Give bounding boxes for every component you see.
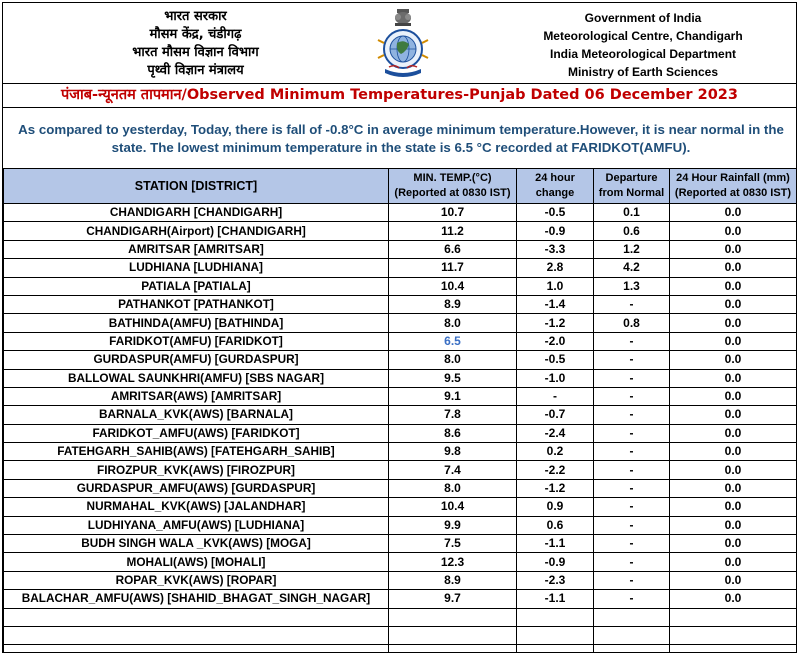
departure-cell: - (594, 461, 670, 479)
table-row (4, 351, 797, 369)
hindi-line-2: मौसम केंद्र, चंडीगढ़ (149, 27, 242, 42)
min-temp-cell: 6.5 (389, 332, 517, 350)
imd-emblem-icon (373, 7, 433, 79)
change-cell: -2.2 (517, 461, 594, 479)
station-cell: NURMAHAL_KVK(AWS) [JALANDHAR] (4, 498, 389, 516)
change-cell: -3.3 (517, 240, 594, 258)
station-cell: AMRITSAR(AWS) [AMRITSAR] (4, 387, 389, 405)
header-min-temp-line-1: MIN. TEMP.(°C) (413, 172, 492, 184)
rainfall-cell: 0.0 (670, 590, 797, 608)
station-cell: LUDHIYANA_AMFU(AWS) [LUDHIANA] (4, 516, 389, 534)
table-row (4, 314, 797, 332)
station-cell: LUDHIANA [LUDHIANA] (4, 259, 389, 277)
change-cell: -2.3 (517, 571, 594, 589)
table-row (4, 295, 797, 313)
departure-cell: - (594, 387, 670, 405)
rainfall-cell: 0.0 (670, 571, 797, 589)
departure-cell: - (594, 332, 670, 350)
header-station: STATION [DISTRICT] (4, 169, 389, 204)
blank-cell (4, 626, 389, 644)
table-row (4, 259, 797, 277)
departure-cell: - (594, 443, 670, 461)
blank-cell (517, 645, 594, 653)
station-cell: FARIDKOT(AMFU) [FARIDKOT] (4, 332, 389, 350)
departure-cell: - (594, 479, 670, 497)
departure-cell: - (594, 369, 670, 387)
english-line-3: India Meteorological Department (549, 47, 737, 61)
min-temp-cell: 10.4 (389, 498, 517, 516)
header-rainfall-line-2: (Reported at 0830 IST) (674, 187, 792, 199)
rainfall-cell: 0.0 (670, 535, 797, 553)
departure-cell: 4.2 (594, 259, 670, 277)
blank-cell (517, 626, 594, 644)
table-row (4, 461, 797, 479)
hindi-header (63, 8, 328, 80)
table-row (4, 498, 797, 516)
departure-cell: - (594, 406, 670, 424)
departure-cell: - (594, 535, 670, 553)
departure-cell: - (594, 498, 670, 516)
departure-cell: 1.2 (594, 240, 670, 258)
english-line-1: Government of India (584, 11, 702, 25)
station-cell: BALLOWAL SAUNKHRI(AMFU) [SBS NAGAR] (4, 369, 389, 387)
change-cell: 1.0 (517, 277, 594, 295)
rainfall-cell: 0.0 (670, 204, 797, 222)
station-cell: MOHALI(AWS) [MOHALI] (4, 553, 389, 571)
min-temp-cell: 6.6 (389, 240, 517, 258)
hindi-line-3: भारत मौसम विज्ञान विभाग (132, 45, 259, 60)
change-cell: -0.5 (517, 204, 594, 222)
rainfall-cell: 0.0 (670, 277, 797, 295)
min-temp-cell: 9.8 (389, 443, 517, 461)
table-row (4, 535, 797, 553)
change-cell: -0.5 (517, 351, 594, 369)
table-row (4, 332, 797, 350)
min-temp-cell: 8.6 (389, 424, 517, 442)
table-row (4, 222, 797, 240)
change-cell: -1.0 (517, 369, 594, 387)
hindi-line-1: भारत सरकार (164, 9, 227, 24)
english-line-2: Meteorological Centre, Chandigarh (543, 29, 743, 43)
header-rainfall-line-1: 24 Hour Rainfall (mm) (676, 172, 790, 184)
departure-cell: - (594, 571, 670, 589)
departure-cell: 0.8 (594, 314, 670, 332)
station-cell: ROPAR_KVK(AWS) [ROPAR] (4, 571, 389, 589)
temperature-table (3, 168, 797, 653)
blank-cell (389, 626, 517, 644)
departure-cell: - (594, 516, 670, 534)
rainfall-cell: 0.0 (670, 443, 797, 461)
header-min-temp-line-2: (Reported at 0830 IST) (394, 187, 511, 199)
change-cell: -0.9 (517, 222, 594, 240)
min-temp-cell: 10.7 (389, 204, 517, 222)
change-cell: 0.6 (517, 516, 594, 534)
min-temp-cell: 8.9 (389, 571, 517, 589)
header-departure-line-1: Departure (605, 172, 658, 184)
header-min-temp (389, 169, 517, 204)
departure-cell: - (594, 553, 670, 571)
blank-row (4, 608, 797, 626)
table-header-row (4, 169, 797, 204)
station-cell: PATIALA [PATIALA] (4, 277, 389, 295)
change-cell: -0.9 (517, 553, 594, 571)
bulletin-sheet (2, 2, 797, 653)
table-row (4, 387, 797, 405)
bulletin-header (3, 3, 796, 83)
table-row (4, 240, 797, 258)
blank-row (4, 626, 797, 644)
station-cell: CHANDIGARH(Airport) [CHANDIGARH] (4, 222, 389, 240)
min-temp-cell: 8.0 (389, 314, 517, 332)
station-cell: CHANDIGARH [CHANDIGARH] (4, 204, 389, 222)
table-body (4, 204, 797, 654)
rainfall-cell: 0.0 (670, 553, 797, 571)
departure-cell: - (594, 424, 670, 442)
blank-cell (594, 626, 670, 644)
min-temp-cell: 9.7 (389, 590, 517, 608)
change-cell: -1.1 (517, 590, 594, 608)
english-line-4: Ministry of Earth Sciences (567, 65, 719, 79)
rainfall-cell: 0.0 (670, 351, 797, 369)
blank-cell (670, 645, 797, 653)
station-cell: AMRITSAR [AMRITSAR] (4, 240, 389, 258)
min-temp-cell: 8.0 (389, 479, 517, 497)
min-temp-cell: 11.7 (389, 259, 517, 277)
rainfall-cell: 0.0 (670, 332, 797, 350)
rainfall-cell: 0.0 (670, 461, 797, 479)
table-row (4, 369, 797, 387)
change-cell: -2.4 (517, 424, 594, 442)
blank-cell (517, 608, 594, 626)
rainfall-cell: 0.0 (670, 424, 797, 442)
departure-cell: - (594, 351, 670, 369)
table-row (4, 424, 797, 442)
station-cell: FIROZPUR_KVK(AWS) [FIROZPUR] (4, 461, 389, 479)
change-cell: -2.0 (517, 332, 594, 350)
blank-cell (594, 608, 670, 626)
min-temp-cell: 7.5 (389, 535, 517, 553)
change-cell: -1.1 (517, 535, 594, 553)
table-row (4, 204, 797, 222)
rainfall-cell: 0.0 (670, 479, 797, 497)
change-cell: -1.2 (517, 479, 594, 497)
table-row (4, 516, 797, 534)
rainfall-cell: 0.0 (670, 516, 797, 534)
min-temp-cell: 12.3 (389, 553, 517, 571)
station-cell: FARIDKOT_AMFU(AWS) [FARIDKOT] (4, 424, 389, 442)
rainfall-cell: 0.0 (670, 240, 797, 258)
change-cell: 0.2 (517, 443, 594, 461)
rainfall-cell: 0.0 (670, 259, 797, 277)
departure-cell: - (594, 295, 670, 313)
header-change-line-1: 24 hour (535, 172, 575, 184)
header-departure (594, 169, 670, 204)
hindi-line-4: पृथ्वी विज्ञान मंत्रालय (147, 63, 244, 78)
change-cell: 2.8 (517, 259, 594, 277)
table-row (4, 277, 797, 295)
change-cell: 0.9 (517, 498, 594, 516)
departure-cell: - (594, 590, 670, 608)
station-cell: PATHANKOT [PATHANKOT] (4, 295, 389, 313)
summary-text: As compared to yesterday, Today, there is fall of -0.8°C in average minimum temperature.However, it is near normal in the state. The lowest minimum temperature in the state is 6.5 °C recorded at FARIDKOT(AMFU). (18, 122, 784, 155)
blank-cell (389, 608, 517, 626)
min-temp-cell: 8.0 (389, 351, 517, 369)
table-row (4, 443, 797, 461)
station-cell: GURDASPUR(AMFU) [GURDASPUR] (4, 351, 389, 369)
rainfall-cell: 0.0 (670, 406, 797, 424)
min-temp-cell: 11.2 (389, 222, 517, 240)
rainfall-cell: 0.0 (670, 387, 797, 405)
rainfall-cell: 0.0 (670, 369, 797, 387)
change-cell: -1.4 (517, 295, 594, 313)
min-temp-cell: 7.8 (389, 406, 517, 424)
blank-cell (389, 645, 517, 653)
station-cell: BUDH SINGH WALA _KVK(AWS) [MOGA] (4, 535, 389, 553)
blank-cell (4, 645, 389, 653)
departure-cell: 0.6 (594, 222, 670, 240)
header-change (517, 169, 594, 204)
departure-cell: 0.1 (594, 204, 670, 222)
table-row (4, 590, 797, 608)
rainfall-cell: 0.0 (670, 314, 797, 332)
table-row (4, 479, 797, 497)
station-cell: FATEHGARH_SAHIB(AWS) [FATEHGARH_SAHIB] (4, 443, 389, 461)
rainfall-cell: 0.0 (670, 222, 797, 240)
min-temp-cell: 9.1 (389, 387, 517, 405)
min-temp-cell: 9.9 (389, 516, 517, 534)
change-cell: - (517, 387, 594, 405)
station-cell: BATHINDA(AMFU) [BATHINDA] (4, 314, 389, 332)
station-cell: GURDASPUR_AMFU(AWS) [GURDASPUR] (4, 479, 389, 497)
rainfall-cell: 0.0 (670, 295, 797, 313)
departure-cell: 1.3 (594, 277, 670, 295)
table-row (4, 406, 797, 424)
min-temp-cell: 10.4 (389, 277, 517, 295)
blank-cell (594, 645, 670, 653)
change-cell: -0.7 (517, 406, 594, 424)
blank-cell (670, 626, 797, 644)
blank-row (4, 645, 797, 653)
min-temp-cell: 8.9 (389, 295, 517, 313)
blank-cell (4, 608, 389, 626)
title-divider (3, 107, 796, 108)
blank-cell (670, 608, 797, 626)
station-cell: BALACHAR_AMFU(AWS) [SHAHID_BHAGAT_SINGH_NAGAR] (4, 590, 389, 608)
min-temp-cell: 7.4 (389, 461, 517, 479)
change-cell: -1.2 (517, 314, 594, 332)
bulletin-title: पंजाब-न्यूनतम तापमान/Observed Minimum Temperatures-Punjab Dated 06 December 2023 (61, 87, 738, 103)
table-row (4, 571, 797, 589)
rainfall-cell: 0.0 (670, 498, 797, 516)
header-rainfall (670, 169, 797, 204)
min-temp-cell: 9.5 (389, 369, 517, 387)
header-departure-line-2: from Normal (598, 187, 665, 199)
header-change-line-2: change (535, 187, 575, 199)
english-header (503, 9, 783, 81)
table-row (4, 553, 797, 571)
station-cell: BARNALA_KVK(AWS) [BARNALA] (4, 406, 389, 424)
